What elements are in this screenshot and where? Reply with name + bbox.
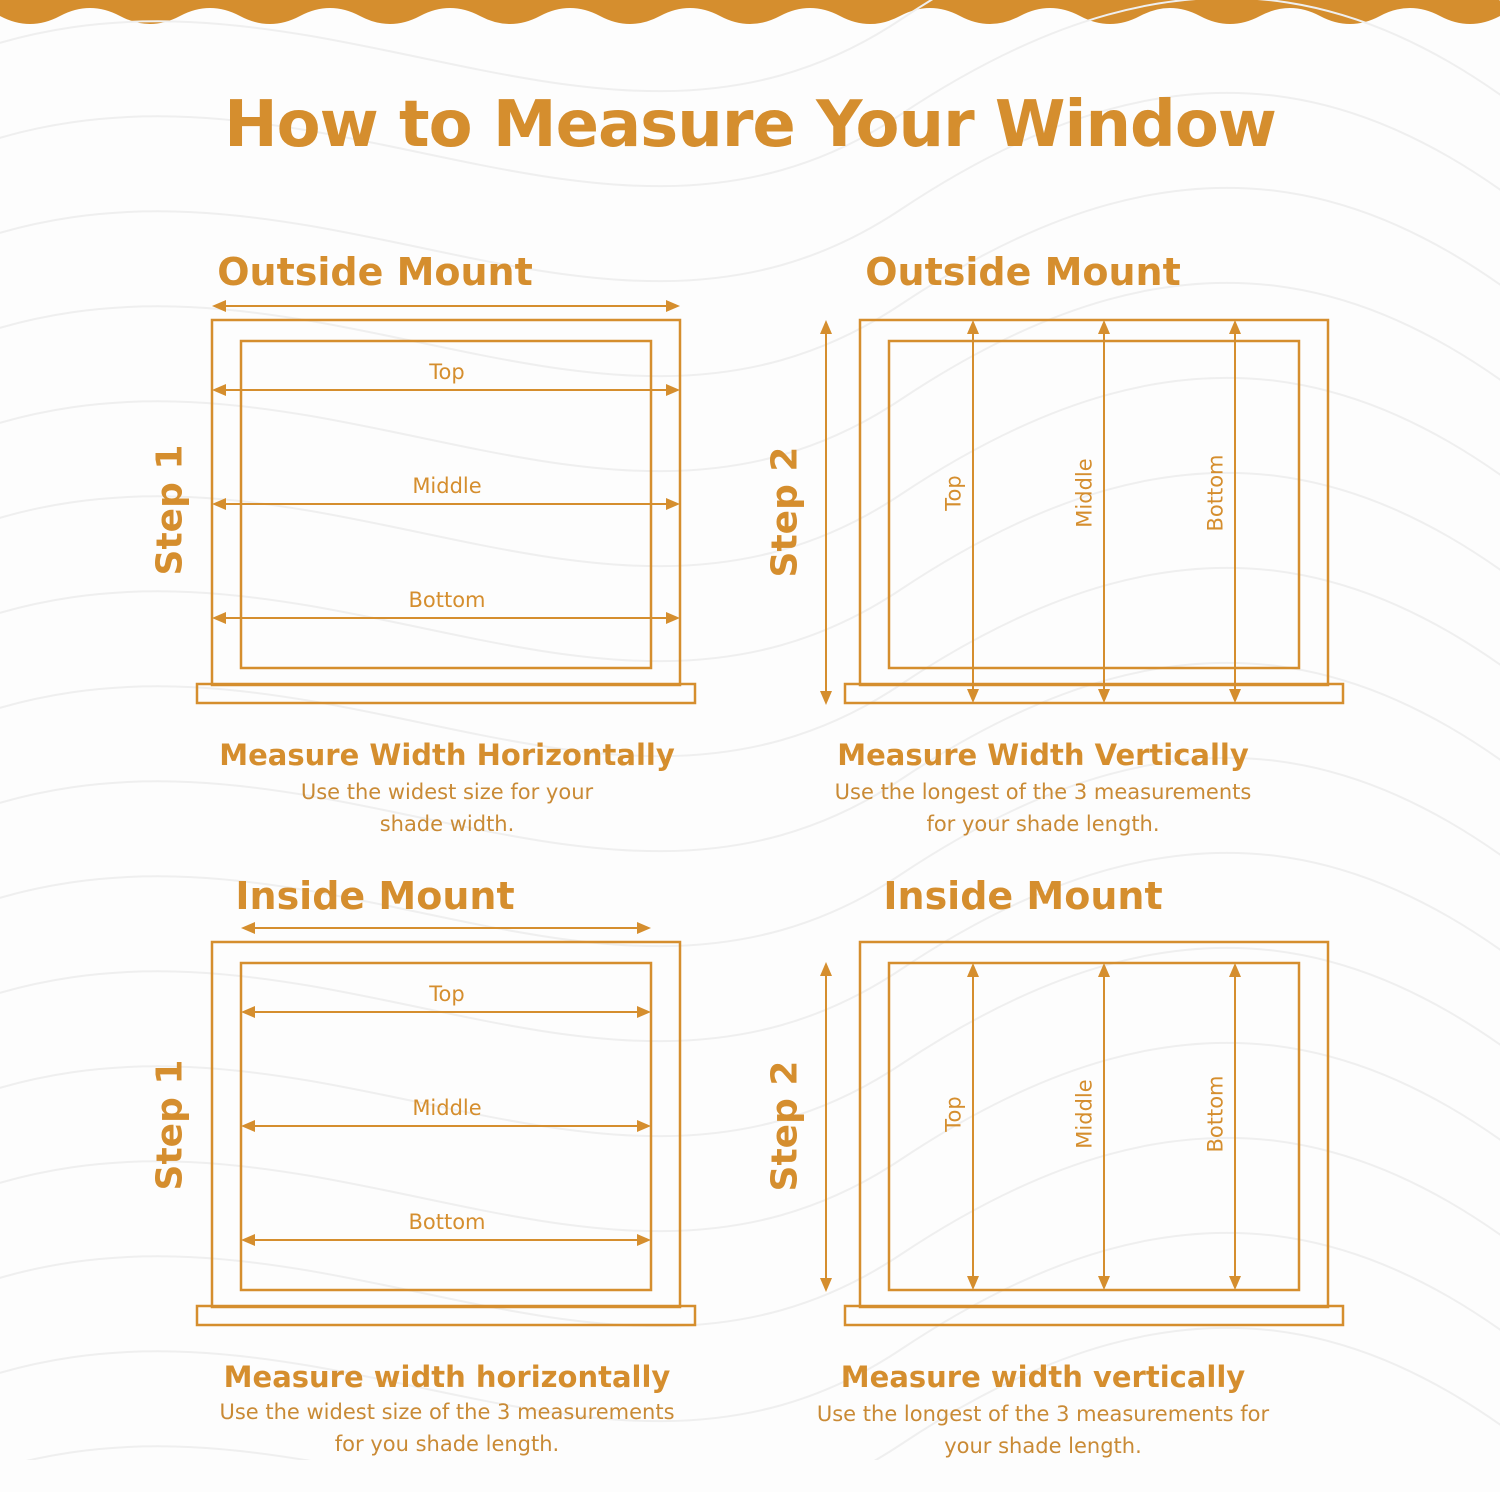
measure-label-bottom: Bottom [408,1210,486,1234]
window-diagram [648,862,1398,1342]
top-measure-arrow-head-bottom [967,1276,979,1290]
measure-label-middle: Middle [1072,1079,1097,1149]
panel-outside-mount-vertical [648,240,1398,870]
step-label: Step 1 [149,444,191,576]
top-wave-border [0,0,1500,24]
overall-length-arrow-head-bottom [820,1278,832,1292]
caption-title: Measure width horizontally [223,1360,671,1394]
measure-label-middle: Middle [412,474,482,498]
window-sill [845,1306,1343,1325]
measure-label-middle: Middle [412,1096,482,1120]
measure-label-bottom: Bottom [408,588,486,612]
top-measure-arrow-head-top [967,963,979,977]
mount-title: Outside Mount [865,250,1181,294]
bottom-measure-arrow-head-bottom [1229,1276,1241,1290]
caption-line-2: your shade length. [944,1434,1142,1458]
caption-line-1: Use the longest of the 3 measurements [834,780,1252,804]
middle-measure-arrow-head-bottom [1098,689,1110,703]
window-diagram [0,862,750,1342]
overall-width-arrow-head-left [241,922,255,934]
mount-title: Inside Mount [883,874,1163,918]
overall-width-arrow-head-left [212,300,226,312]
caption-title: Measure Width Vertically [837,738,1249,772]
bottom-measure-arrow-head-top [1229,320,1241,334]
top-measure-arrow-head-left [212,384,226,396]
middle-measure-arrow-head-top [1098,963,1110,977]
measure-label-bottom: Bottom [1203,1075,1228,1153]
caption-title: Measure width vertically [840,1360,1246,1394]
overall-length-arrow-head-top [820,962,832,976]
caption-line-2: for you shade length. [334,1432,560,1456]
bottom-measure-arrow-head-top [1229,963,1241,977]
measure-label-bottom: Bottom [1203,454,1228,532]
middle-measure-arrow-head-left [212,498,226,510]
bottom-measure-arrow-head-left [241,1234,255,1246]
window-sill [197,1306,695,1325]
measure-label-top: Top [429,982,465,1006]
top-measure-arrow-head-top [967,320,979,334]
caption-line-1: Use the longest of the 3 measurements for [816,1402,1270,1426]
overall-length-arrow-head-top [820,320,832,334]
top-measure-arrow-head-bottom [967,689,979,703]
step-label: Step 2 [764,1060,806,1192]
mount-title: Outside Mount [217,250,533,294]
middle-measure-arrow-head-left [241,1120,255,1132]
measure-label-top: Top [941,1096,966,1132]
overall-length-arrow-head-bottom [820,691,832,705]
step-label: Step 1 [149,1059,191,1191]
middle-measure-arrow-head-top [1098,320,1110,334]
window-diagram [0,240,750,720]
middle-measure-arrow-head-bottom [1098,1276,1110,1290]
step-label: Step 2 [764,446,806,578]
bottom-measure-arrow-head-bottom [1229,689,1241,703]
panel-inside-mount-vertical [648,862,1398,1492]
window-sill [845,684,1343,703]
window-sill [197,684,695,703]
mount-title: Inside Mount [235,874,515,918]
caption-line-1: Use the widest size for your [300,780,594,804]
caption-title: Measure Width Horizontally [219,738,675,772]
window-diagram [648,240,1398,720]
measure-label-top: Top [941,475,966,511]
caption-line-2: shade width. [379,812,515,836]
caption-line-2: for your shade length. [926,812,1160,836]
measure-label-top: Top [429,360,465,384]
measure-label-middle: Middle [1072,458,1097,528]
bottom-measure-arrow-head-left [212,612,226,624]
top-measure-arrow-head-left [241,1006,255,1018]
caption-line-1: Use the widest size of the 3 measurements [219,1400,675,1424]
page-title: How to Measure Your Window [224,88,1276,162]
